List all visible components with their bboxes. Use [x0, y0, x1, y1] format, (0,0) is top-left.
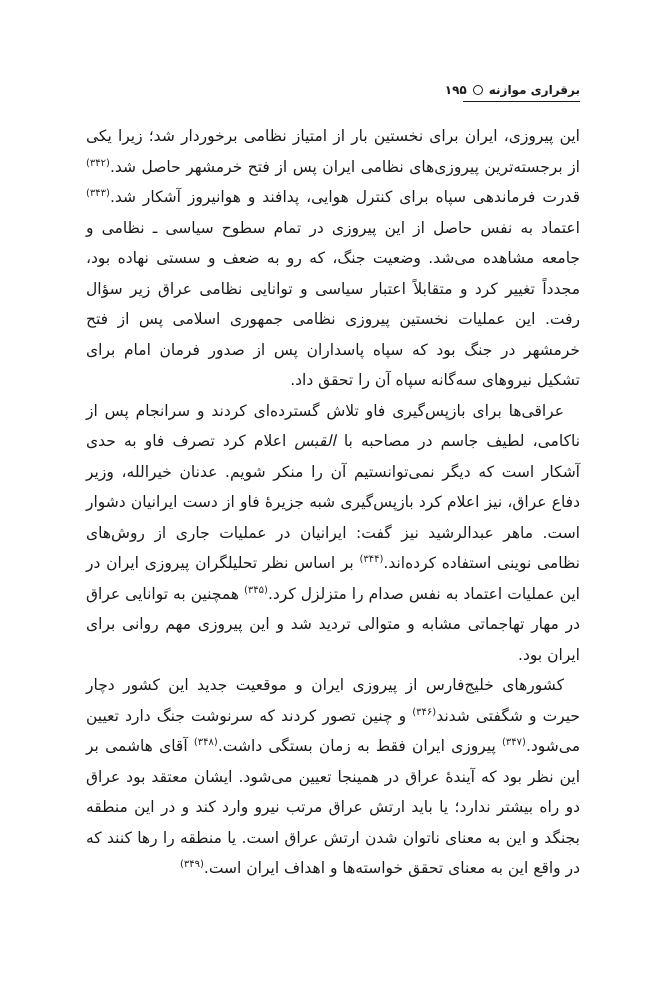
paragraph-1-text-3: اعتماد به نفس حاصل از این پیروزی در تمام سطوح سیاسی ـ نظامی و جامعه مشاهده می‌شد. وضعیت جنگ، که رو به ضعف و سستی نهاده بود، مجدداً تغییر کرد و متقابلاً اعتبار سیاسی و توانایی نظامی عراق زیر سؤال رفت. این عملیات نخستین پیروزی نظامی جمهوری اسلامی پس از فتح خرمشهر در جنگ بود که سپاه پاسداران پس از صدور فرمان امام برای تشکیل نیروهای سه‌گانه سپاه آن را تحقق داد. [86, 218, 580, 389]
paragraph-2-text-4: همچنین به توانایی عراق در مهار تهاجماتی مشابه و متوالی تردید شد و این پیروزی مهم روانی برای ایران بود. [86, 584, 580, 664]
paragraph-2-text-1: عراقی‌ها برای بازپس‌گیری فاو تلاش گسترده‌ای کردند و سرانجام پس از ناکامی، لطیف جاسم در مصاحبه با [86, 401, 581, 450]
header-rule [463, 101, 580, 102]
paragraph-3-text-1: کشورهای خلیج‌فارس از پیروزی ایران و موقعیت جدید این کشور دچار حیرت و شگفتی شدند [86, 676, 580, 725]
running-header [445, 80, 580, 100]
paragraph-3-text-4: آقای هاشمی بر این نظر بود که آیندهٔ عراق در همینجا تعیین می‌شود. ایشان معتقد بود عراق دو راه بیشتر ندارد؛ یا باید ارتش عراق مرتب نیرو وارد کند و در این منطقه بجنگد و این به معنای ناتوان شدن ارتش عراق است. یا منطقه را رها کنند که در واقع این به معنای تحقق خواسته‌ها و اهداف ایران است. [86, 737, 580, 877]
footnote-ref-347: (۳۴۷) [502, 736, 526, 748]
footnote-ref-343: (۳۴۳) [86, 187, 110, 199]
page-number: ۱۹۵ [444, 83, 467, 97]
paragraph-3-text-2: و چنین تصور کردند که سرنوشت جنگ دارد تعیین می‌شود. [86, 706, 580, 755]
footnote-ref-342: (۳۴۲) [86, 157, 110, 169]
paragraph-2 [86, 396, 580, 671]
paragraph-2-text-3: بر اساس نظر تحلیلگران پیروزی ایران در این عملیات اعتماد به نفس صدام را متزلزل کرد. [86, 554, 580, 603]
body-text [86, 121, 580, 884]
footnote-ref-348: (۳۴۸) [193, 736, 218, 748]
newspaper-name: القبس [294, 432, 336, 450]
paragraph-1 [86, 121, 580, 396]
circle-ornament-icon [473, 85, 483, 95]
paragraph-1-text-2: قدرت فرماندهی سپاه برای کنترل هوایی، پدافند و هوانیروز آشکار شد. [109, 188, 580, 206]
paragraph-2-text-2: اعلام کرد تصرف فاو به حدی آشکار است که دیگر نمی‌توانستیم آن را منکر شویم. عدنان خیرالله، وزیر دفاع عراق، نیز اعلام کرد بازپس‌گیری شبه جزیرهٔ فاو از دست ایرانیان دشوار است. ماهر عبدالرشید نیز گفت: ایرانیان در عملیات جاری از روش‌های نظامی نوینی استفاده کرده‌اند. [86, 432, 580, 572]
paragraph-3-text-3: پیروزی ایران فقط به زمان بستگی داشت. [217, 737, 503, 755]
footnote-ref-349: (۳۴۹) [179, 858, 204, 870]
running-title: برقراری موازنه [488, 83, 580, 97]
footnote-ref-344: (۳۴۴) [359, 553, 384, 565]
paragraph-1-text-1: این پیروزی، ایران برای نخستین بار از امتیاز نظامی برخوردار شد؛ زیرا یکی از برجسته‌ترین پیروزی‌های نظامی ایران پس از فتح خرمشهر حاصل شد. [86, 127, 580, 176]
paragraph-3 [86, 670, 580, 884]
footnote-ref-346: (۳۴۶) [412, 706, 437, 718]
footnote-ref-345: (۳۴۵) [244, 584, 268, 596]
